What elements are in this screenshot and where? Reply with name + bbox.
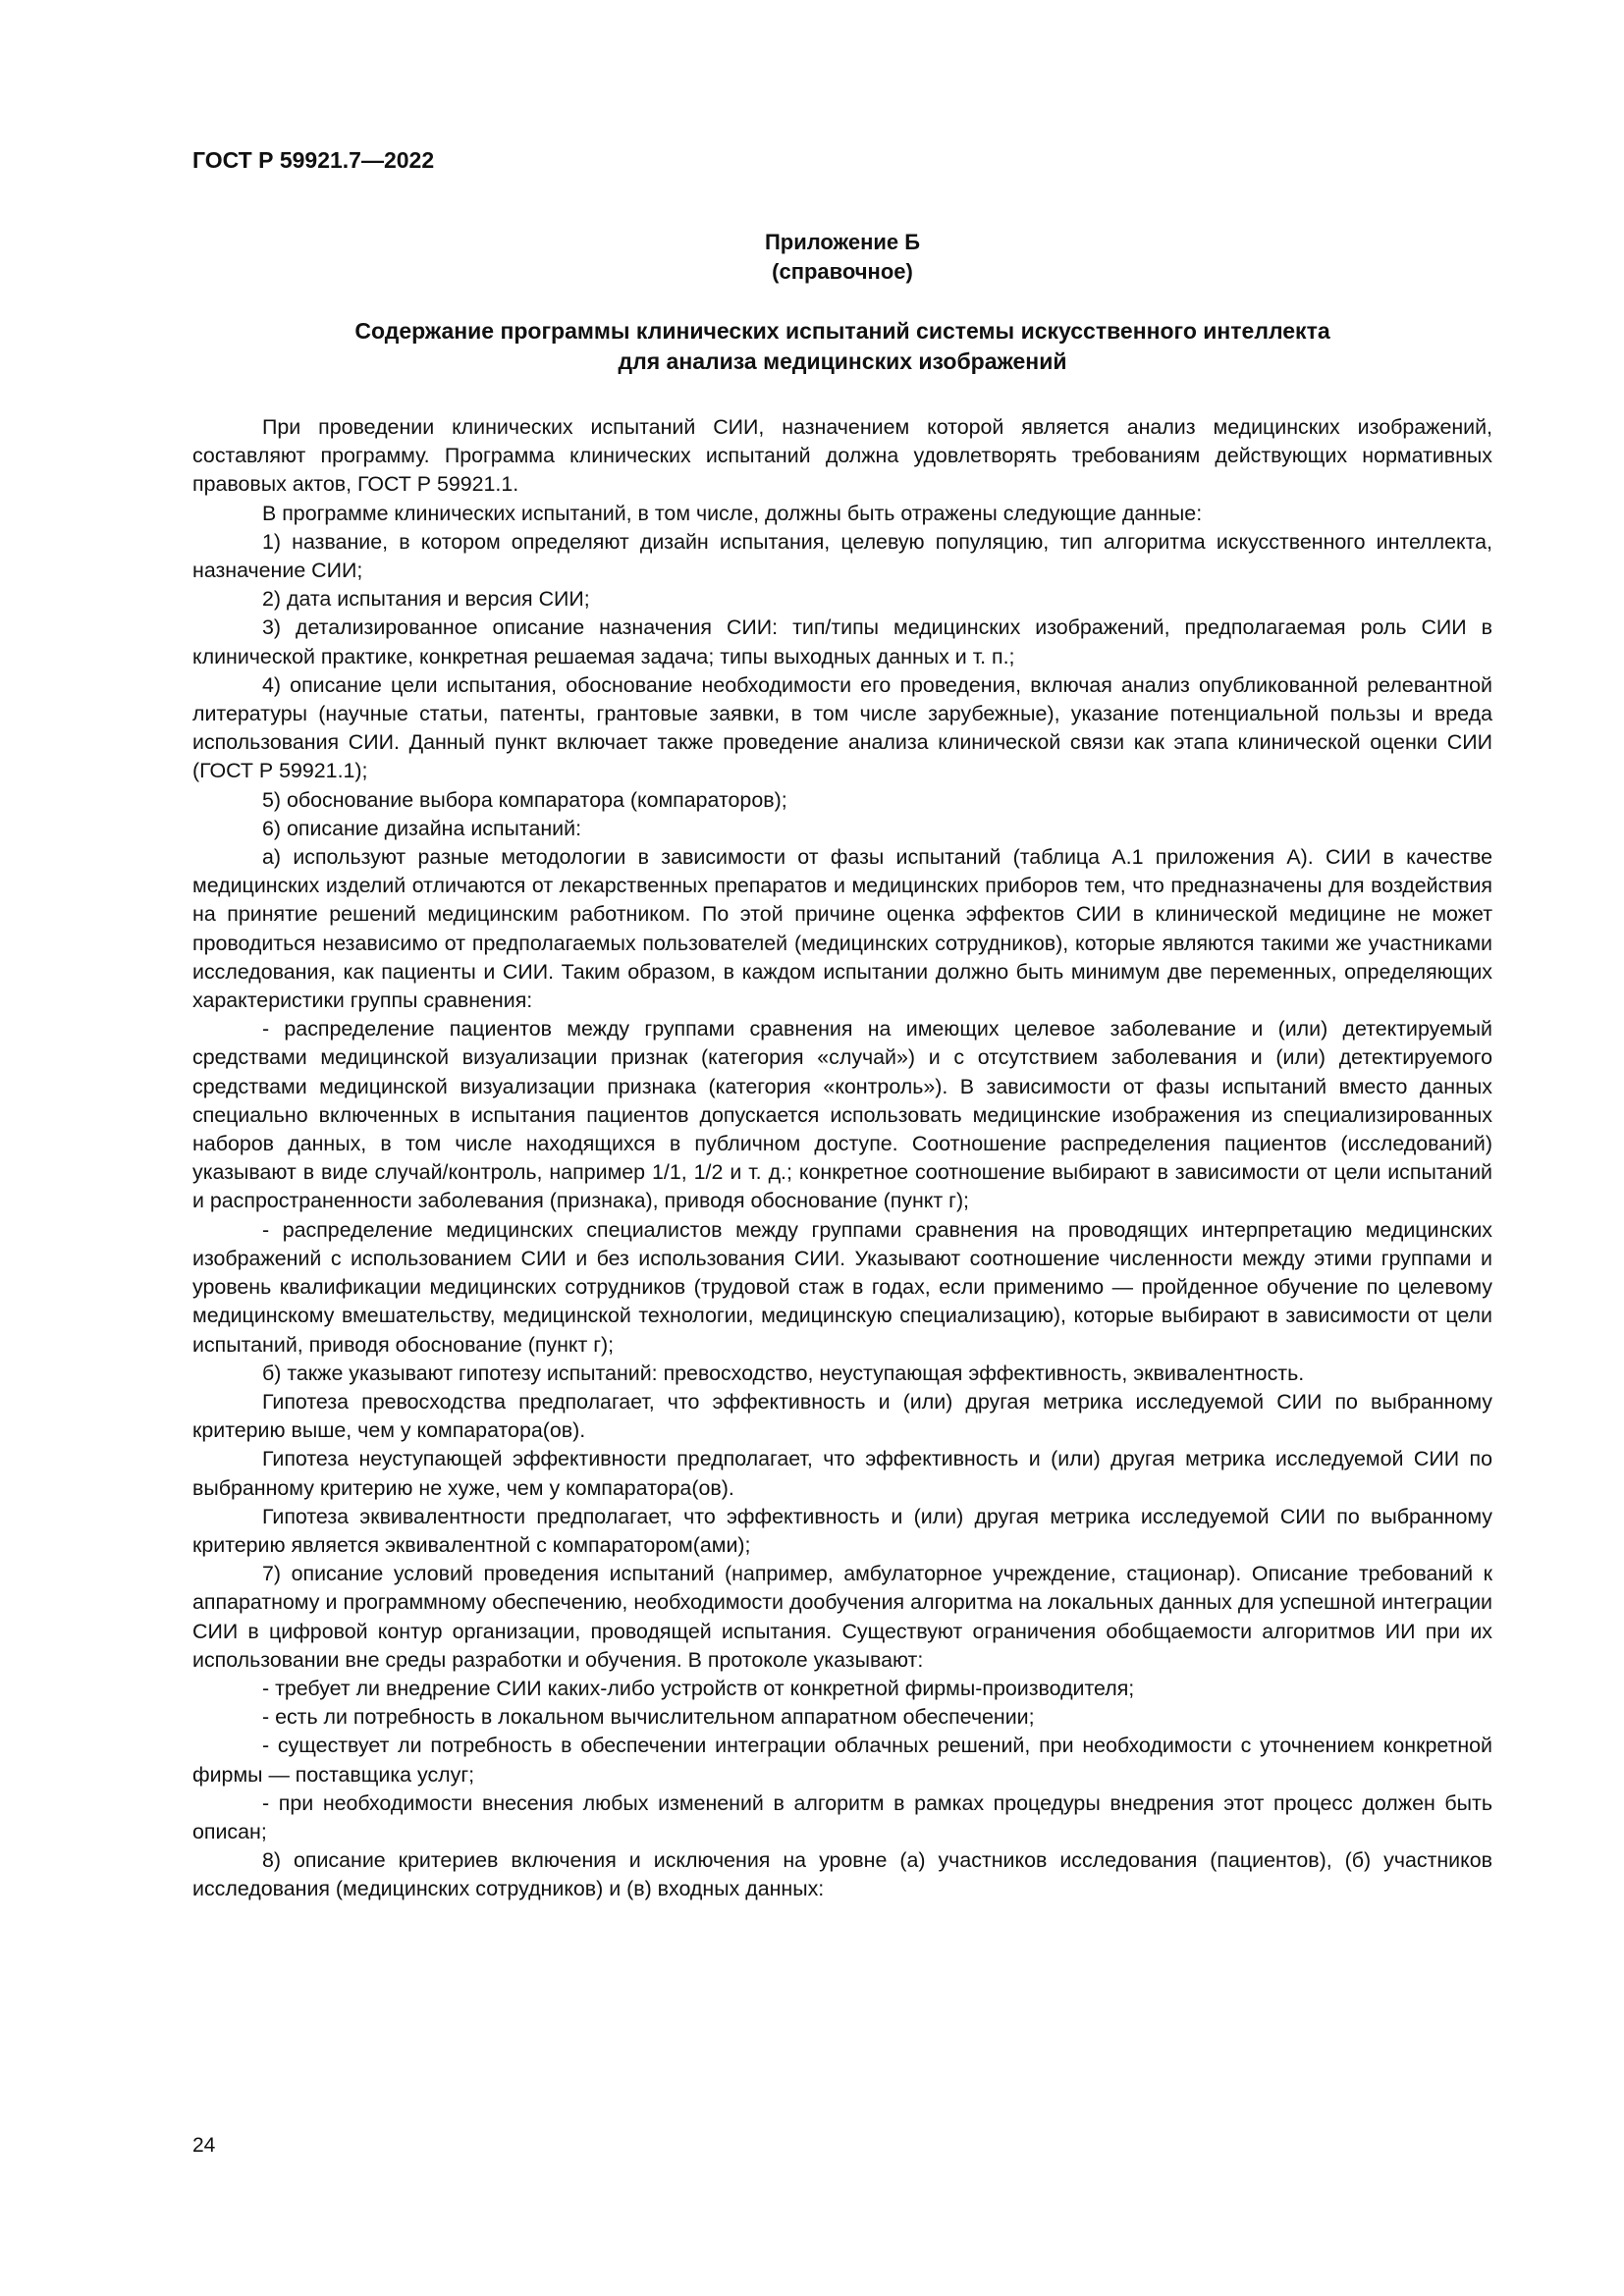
paragraph: Гипотеза эквивалентности предполагает, что эффективность и (или) другая метрика исследуемой СИИ по выбранному критерию является эквивалентной с компаратором(ами); <box>192 1504 1492 1557</box>
paragraph: В программе клинических испытаний, в том числе, должны быть отражены следующие данные: <box>262 501 1203 525</box>
dash-item: - распределение пациентов между группами сравнения на имеющих целевое заболевание и (или) детектируемый средствами медицинской визуализации признак (категория «случай») и с отсутствием заболевания и (или) детектируемого средствами медицинской визуализации признака (категория «контроль»). В зависимости от фазы испытаний вместо данных специально включенных в испытания пациентов допускается использовать медицинские изображения из специализированных наборов данных, в том числе находящихся в публичном доступе. Соотношение распределения пациентов (исследований) указывают в виде случай/контроль, например 1/1, 1/2 и т. д.; конкретное соотношение выбирают в зависимости от цели испытаний и распространенности заболевания (признака), приводя обоснование (пункт г); <box>192 1017 1492 1213</box>
dash-item: - при необходимости внесения любых изменений в алгоритм в рамках процедуры внедрения этот процесс должен быть описан; <box>192 1790 1492 1843</box>
dash-item: - распределение медицинских специалистов между группами сравнения на проводящих интерпретацию медицинских изображений с использованием СИИ и без использования СИИ. Указывают соотношение численности между этими группами и уровень квалификации медицинских сотрудников (трудовой стаж в годах, если применимо — пройденное обучение по целевому медицинскому вмешательству, медицинской технологии, медицинскую специализацию), которые выбирают в зависимости от цели испытаний, приводя обоснование (пункт г); <box>192 1217 1492 1357</box>
section-title-line-2: для анализа медицинских изображений <box>618 348 1067 374</box>
section-title-line-1: Содержание программы клинических испытаний системы искусственного интеллекта <box>354 318 1330 344</box>
list-item: 7) описание условий проведения испытаний (например, амбулаторное учреждение, стационар). Описание требований к аппаратному и программному обеспечению, необходимости дообучения алгоритма на локальных данных для успешной интеграции СИИ в цифровой контур организации, проводящей испытания. Существуют ограничения обобщаемости алгоритмов ИИ при их использовании вне среды разработки и обучения. В протоколе указывают: <box>192 1562 1492 1672</box>
dash-item: - требует ли внедрение СИИ каких-либо устройств от конкретной фирмы-производителя; <box>262 1676 1135 1700</box>
dash-item: - есть ли потребность в локальном вычислительном аппаратном обеспечении; <box>262 1705 1035 1730</box>
appendix-heading <box>192 228 1492 287</box>
appendix-label: Приложение Б <box>764 230 921 254</box>
sub-item: а) используют разные методологии в зависимости от фазы испытаний (таблица А.1 приложения А). СИИ в качестве медицинских изделий отличаются от лекарственных препаратов и медицинских приборов тем, что предназначены для воздействия на принятие решений медицинским работником. По этой причине оценка эффектов СИИ в клинической медицине не может проводиться независимо от предполагаемых пользователей (медицинских сотрудников), которые являются такими же участниками исследования, как пациенты и СИИ. Таким образом, в каждом испытании должно быть минимум две переменных, определяющих характеристики группы сравнения: <box>192 845 1492 1013</box>
body-text <box>192 413 1492 1904</box>
paragraph: Гипотеза превосходства предполагает, что эффективность и (или) другая метрика исследуемой СИИ по выбранному критерию выше, чем у компаратора(ов). <box>192 1389 1492 1443</box>
document-code-header: ГОСТ Р 59921.7—2022 <box>192 147 435 173</box>
list-item: 1) название, в котором определяют дизайн испытания, целевую популяцию, тип алгоритма искусственного интеллекта, назначение СИИ; <box>192 529 1492 583</box>
page-number: 24 <box>192 2134 216 2157</box>
sub-item: б) также указывают гипотезу испытаний: превосходство, неуступающая эффективность, эквивалентность. <box>262 1361 1305 1385</box>
appendix-type: (справочное) <box>772 259 913 284</box>
list-item: 4) описание цели испытания, обоснование необходимости его проведения, включая анализ опубликованной релевантной литературы (научные статьи, патенты, грантовые заявки, в том числе зарубежные), указание потенциальной пользы и вреда использования СИИ. Данный пункт включает также проведение анализа клинической связи как этапа клинической оценки СИИ (ГОСТ Р 59921.1); <box>192 672 1492 783</box>
dash-item: - существует ли потребность в обеспечении интеграции облачных решений, при необходимости с уточнением конкретной фирмы — поставщика услуг; <box>192 1734 1492 1787</box>
list-item: 3) детализированное описание назначения СИИ: тип/типы медицинских изображений, предполагаемая роль СИИ в клинической практике, конкретная решаемая задача; типы выходных данных и т. п.; <box>192 615 1492 668</box>
list-item: 8) описание критериев включения и исключения на уровне (а) участников исследования (пациентов), (б) участников исследования (медицинских сотрудников) и (в) входных данных: <box>192 1848 1492 1901</box>
list-item: 5) обоснование выбора компаратора (компараторов); <box>262 787 787 812</box>
paragraph: При проведении клинических испытаний СИИ, назначением которой является анализ медицинских изображений, составляют программу. Программа клинических испытаний должна удовлетворять требованиям действующих нормативных правовых актов, ГОСТ Р 59921.1. <box>192 415 1492 497</box>
list-item: 2) дата испытания и версия СИИ; <box>262 587 590 612</box>
list-item: 6) описание дизайна испытаний: <box>262 816 582 840</box>
section-title <box>192 316 1492 377</box>
paragraph: Гипотеза неуступающей эффективности предполагает, что эффективность и (или) другая метрика исследуемой СИИ по выбранному критерию не хуже, чем у компаратора(ов). <box>192 1447 1492 1500</box>
